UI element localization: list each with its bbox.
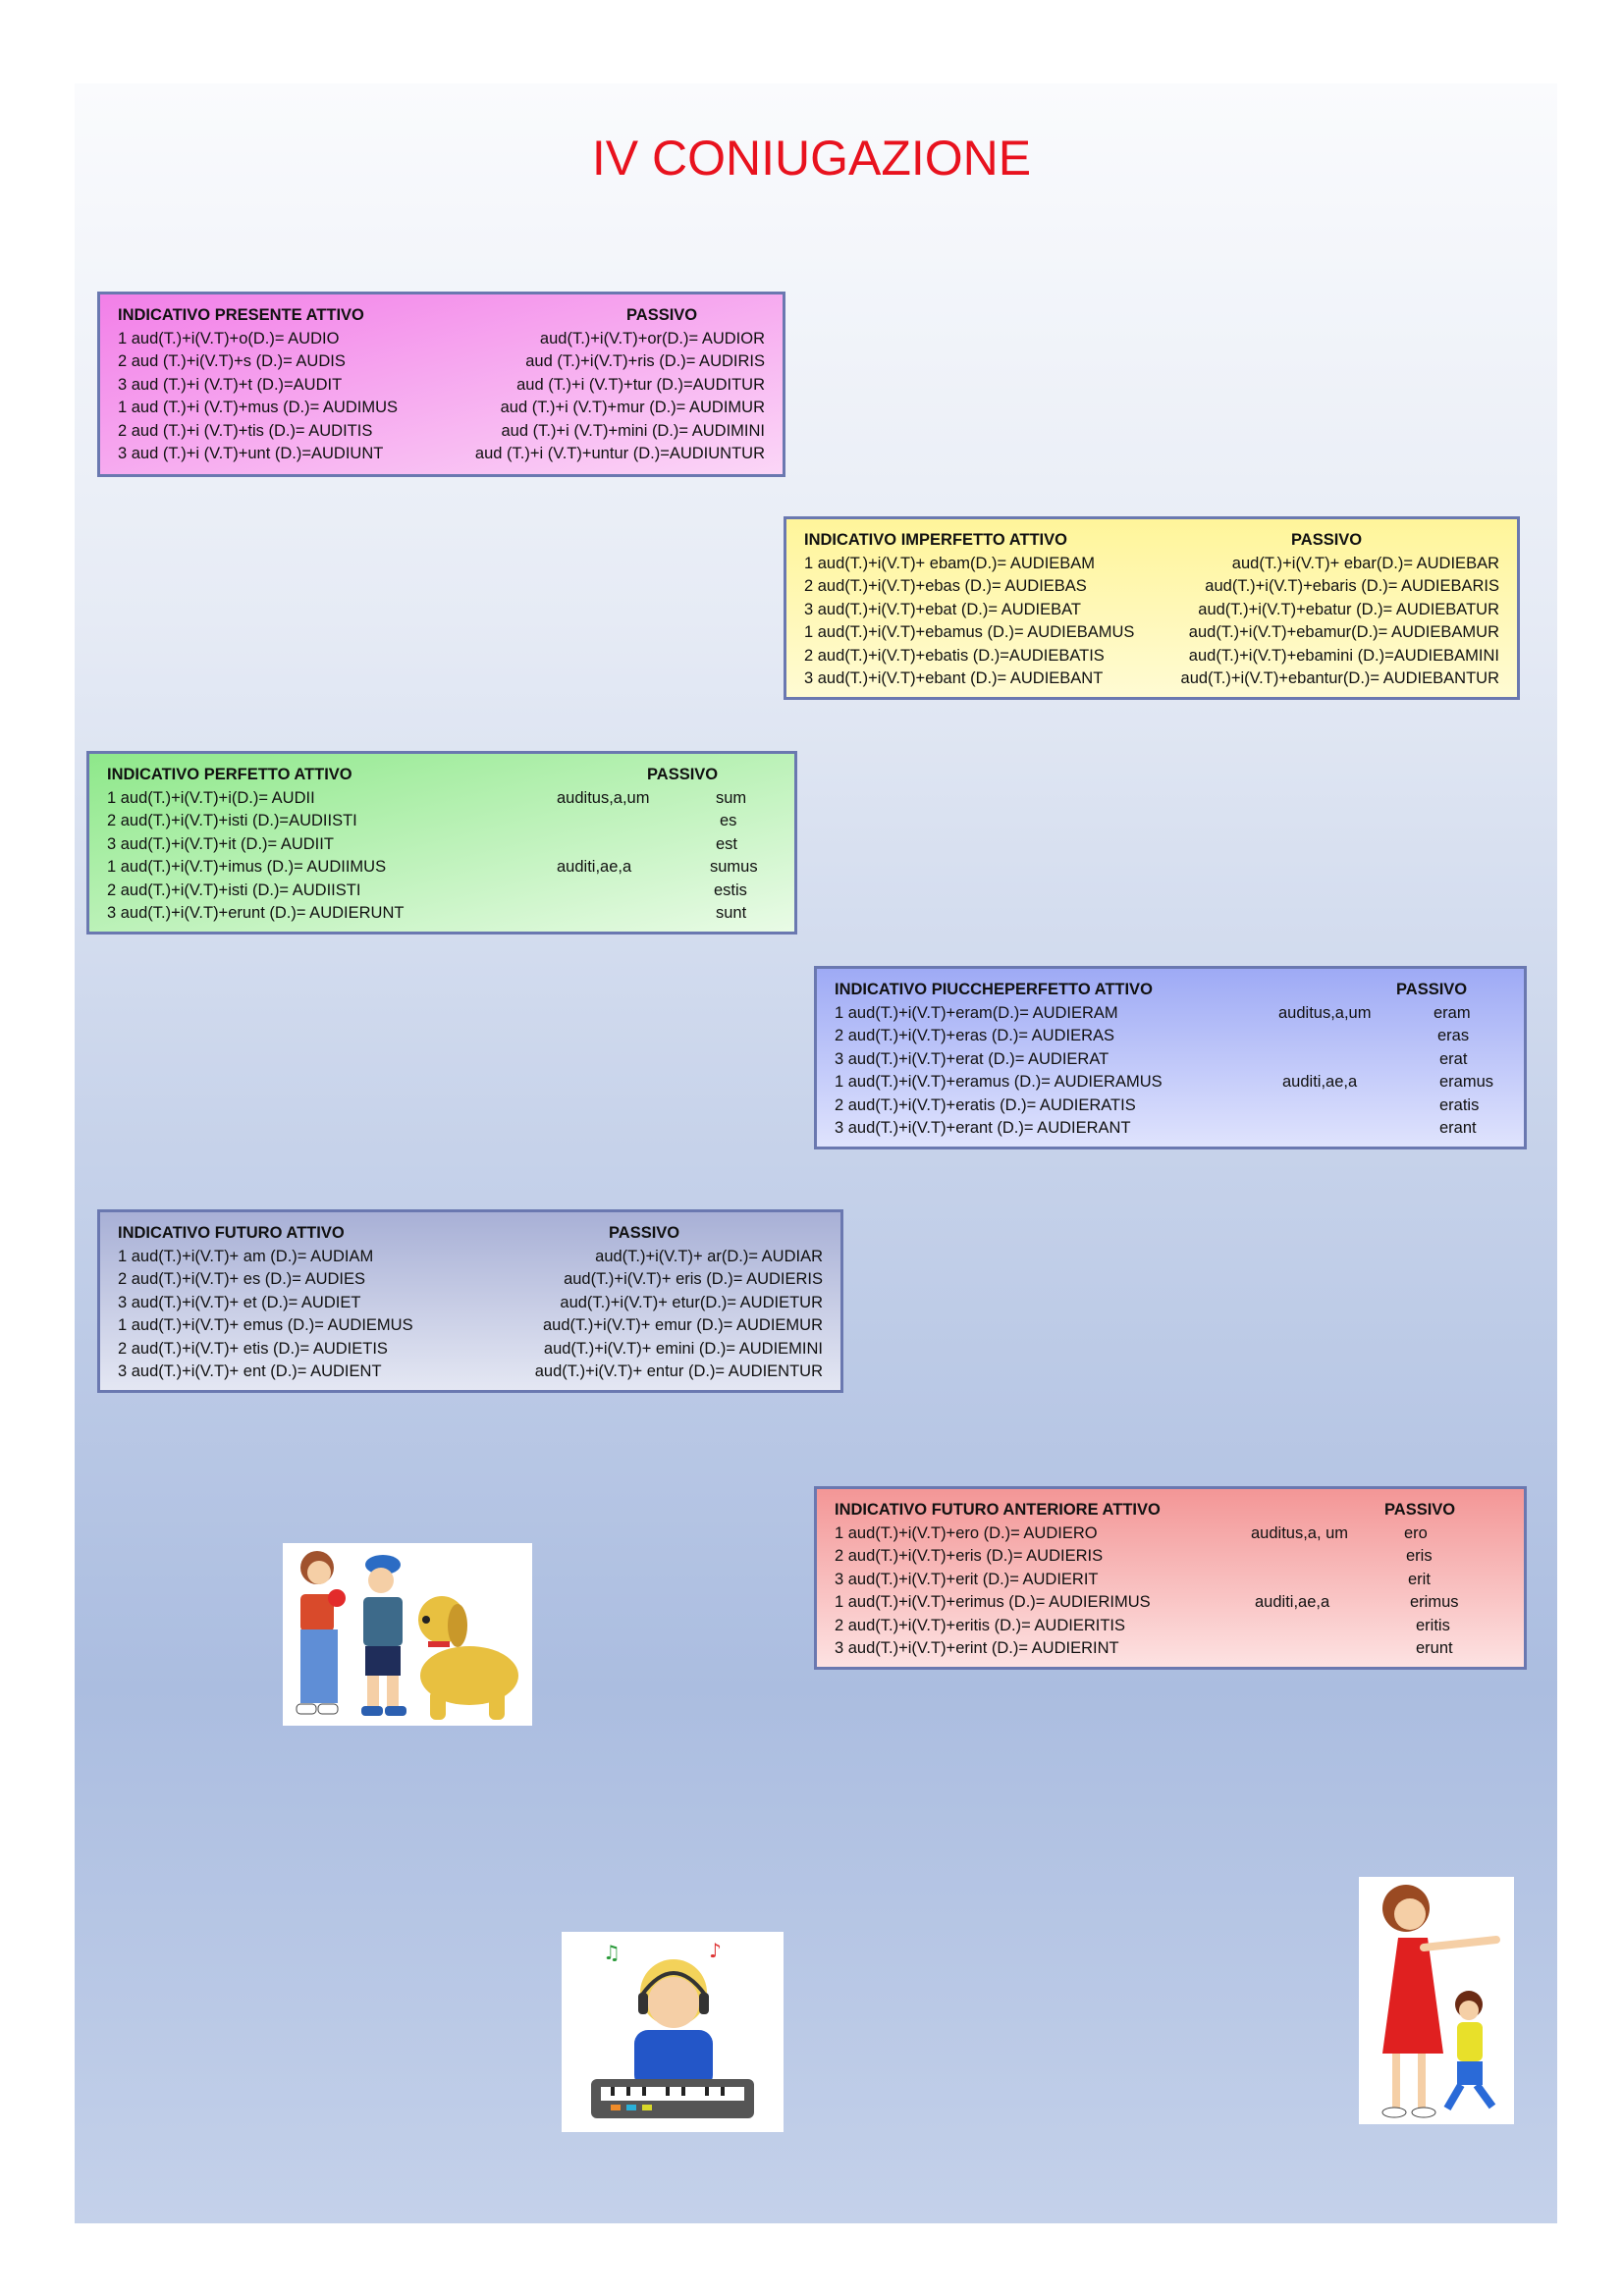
children-dog-clipart — [283, 1543, 532, 1726]
conjugation-row — [835, 1025, 1506, 1048]
boy-keyboard-illustration — [562, 1932, 784, 2132]
active-form: 1 aud(T.)+i(V.T)+erimus (D.)= AUDIERIMUS — [835, 1593, 1151, 1611]
active-form: 2 aud(T.)+i(V.T)+ebas (D.)= AUDIEBAS — [804, 577, 1087, 595]
conjugation-row — [804, 553, 1499, 576]
header-active-label: INDICATIVO FUTURO ATTIVO — [118, 1224, 345, 1242]
conjugation-row — [118, 328, 765, 351]
perfetto-box — [86, 751, 797, 934]
active-form: 3 aud(T.)+i(V.T)+erint (D.)= AUDIERINT — [835, 1639, 1119, 1657]
conjugation-row — [107, 856, 777, 880]
active-form: 2 aud (T.)+i (V.T)+tis (D.)= AUDITIS — [118, 421, 373, 440]
passive-form: aud (T.)+i(V.T)+ris (D.)= AUDIRIS — [525, 352, 765, 370]
active-form: 1 aud(T.)+i(V.T)+ ebam(D.)= AUDIEBAM — [804, 554, 1096, 572]
header-passive-label: PASSIVO — [1396, 981, 1468, 998]
auxiliary-verb: sum — [716, 788, 747, 807]
conjugation-row — [804, 645, 1499, 668]
header-passive-label: PASSIVO — [626, 306, 698, 324]
auxiliary-verb: eratis — [1439, 1095, 1480, 1114]
header-passive-label: PASSIVO — [1384, 1501, 1456, 1519]
conjugation-row — [118, 374, 765, 398]
passive-form: aud(T.)+i(V.T)+ebantur(D.)= AUDIEBANTUR — [1180, 669, 1499, 687]
conjugation-row — [835, 1002, 1506, 1026]
header-active-label: INDICATIVO PRESENTE ATTIVO — [118, 306, 364, 324]
imperfetto-box — [784, 516, 1520, 700]
active-form: 3 aud(T.)+i(V.T)+it (D.)= AUDIIT — [107, 834, 334, 853]
auxiliary-verb: erant — [1439, 1119, 1477, 1137]
passive-form: aud(T.)+i(V.T)+ ar(D.)= AUDIAR — [595, 1247, 823, 1265]
participle: auditi,ae,a — [557, 858, 632, 876]
conjugation-row — [804, 599, 1499, 622]
passive-form: aud(T.)+i(V.T)+ entur (D.)= AUDIENTUR — [534, 1362, 823, 1380]
conjugation-row — [118, 1338, 823, 1362]
woman-child-illustration — [1359, 1877, 1514, 2124]
auxiliary-verb: es — [720, 812, 737, 829]
conjugation-row — [804, 575, 1499, 599]
auxiliary-verb: eram — [1434, 1003, 1471, 1022]
conjugation-row — [107, 810, 777, 833]
active-form: 3 aud(T.)+i(V.T)+ ent (D.)= AUDIENT — [118, 1362, 382, 1380]
conjugation-row — [835, 1071, 1506, 1095]
active-form: 3 aud(T.)+i(V.T)+ebat (D.)= AUDIEBAT — [804, 600, 1081, 618]
active-form: 2 aud(T.)+i(V.T)+eratis (D.)= AUDIERATIS — [835, 1095, 1136, 1114]
participle: auditus,a,um — [1278, 1003, 1372, 1022]
conjugation-row — [804, 667, 1499, 691]
svg-text:♫: ♫ — [603, 1941, 621, 1964]
active-form: 3 aud(T.)+i(V.T)+erat (D.)= AUDIERAT — [835, 1049, 1109, 1068]
active-form: 1 aud(T.)+i(V.T)+ emus (D.)= AUDIEMUS — [118, 1316, 413, 1334]
presente-box — [97, 292, 785, 477]
active-form: 1 aud(T.)+i(V.T)+i(D.)= AUDII — [107, 788, 315, 807]
children-dog-illustration — [283, 1543, 532, 1726]
active-form: 2 aud(T.)+i(V.T)+isti (D.)=AUDIISTI — [107, 812, 357, 829]
header-active-label: INDICATIVO PERFETTO ATTIVO — [107, 766, 352, 783]
passive-form: aud (T.)+i (V.T)+mur (D.)= AUDIMUR — [500, 399, 765, 416]
auxiliary-verb: ero — [1404, 1523, 1428, 1542]
auxiliary-verb: eras — [1437, 1027, 1470, 1044]
conjugation-row — [118, 1314, 823, 1338]
passive-form: aud(T.)+i(V.T)+ eris (D.)= AUDIERIS — [564, 1270, 823, 1288]
active-form: 1 aud(T.)+i(V.T)+ero (D.)= AUDIERO — [835, 1523, 1098, 1542]
auxiliary-verb: erimus — [1410, 1593, 1459, 1611]
box-header — [835, 979, 1506, 1002]
piuccheperfetto-box — [814, 966, 1527, 1149]
header-active-label: INDICATIVO IMPERFETTO ATTIVO — [804, 531, 1067, 549]
active-form: 2 aud(T.)+i(V.T)+eritis (D.)= AUDIERITIS — [835, 1616, 1126, 1634]
active-form: 3 aud(T.)+i(V.T)+ebant (D.)= AUDIEBANT — [804, 669, 1104, 687]
futuro-anteriore-box — [814, 1486, 1527, 1670]
auxiliary-verb: erat — [1439, 1049, 1468, 1068]
active-form: 3 aud (T.)+i (V.T)+t (D.)=AUDIT — [118, 375, 343, 394]
auxiliary-verb: sunt — [716, 904, 747, 922]
passive-form: aud(T.)+i(V.T)+ebatur (D.)= AUDIEBATUR — [1198, 600, 1499, 618]
conjugation-row — [107, 902, 777, 926]
participle: auditus,a,um — [557, 788, 650, 807]
conjugation-row — [835, 1569, 1506, 1592]
header-active-label: INDICATIVO FUTURO ANTERIORE ATTIVO — [835, 1501, 1161, 1519]
page-title: IV CONIUGAZIONE — [591, 131, 1032, 186]
conjugation-row — [835, 1545, 1506, 1569]
auxiliary-verb: erunt — [1416, 1639, 1453, 1657]
conjugation-row — [118, 420, 765, 444]
active-form: 3 aud(T.)+i(V.T)+erit (D.)= AUDIERIT — [835, 1570, 1099, 1588]
passive-form: aud(T.)+i(V.T)+ ebar(D.)= AUDIEBAR — [1231, 554, 1499, 572]
active-form: 1 aud(T.)+i(V.T)+eramus (D.)= AUDIERAMUS — [835, 1073, 1163, 1091]
conjugation-row — [835, 1048, 1506, 1072]
active-form: 1 aud(T.)+i(V.T)+ am (D.)= AUDIAM — [118, 1247, 374, 1265]
box-header — [835, 1499, 1506, 1522]
svg-text:♪: ♪ — [709, 1939, 722, 1962]
passive-form: aud(T.)+i(V.T)+ emur (D.)= AUDIEMUR — [543, 1316, 823, 1334]
conjugation-row — [118, 1268, 823, 1292]
conjugation-row — [118, 443, 765, 466]
box-header — [118, 304, 765, 328]
active-form: 2 aud(T.)+i(V.T)+isti (D.)= AUDIISTI — [107, 881, 361, 899]
auxiliary-verb: estis — [714, 881, 747, 899]
participle: auditus,a, um — [1251, 1523, 1349, 1542]
header-passive-label: PASSIVO — [1291, 531, 1363, 549]
active-form: 3 aud(T.)+i(V.T)+ et (D.)= AUDIET — [118, 1293, 361, 1311]
active-form: 2 aud(T.)+i(V.T)+eras (D.)= AUDIERAS — [835, 1027, 1115, 1044]
conjugation-row — [118, 1246, 823, 1269]
active-form: 2 aud(T.)+i(V.T)+ebatis (D.)=AUDIEBATIS — [804, 646, 1105, 665]
passive-form: aud(T.)+i(V.T)+ebamur(D.)= AUDIEBAMUR — [1188, 623, 1499, 641]
auxiliary-verb: eris — [1406, 1547, 1433, 1565]
header-active-label: INDICATIVO PIUCCHEPERFETTO ATTIVO — [835, 981, 1153, 998]
active-form: 2 aud(T.)+i(V.T)+eris (D.)= AUDIERIS — [835, 1547, 1104, 1565]
conjugation-row — [118, 397, 765, 420]
conjugation-row — [835, 1591, 1506, 1615]
auxiliary-verb: erit — [1408, 1570, 1431, 1588]
auxiliary-verb: eritis — [1416, 1616, 1450, 1634]
conjugation-row — [118, 350, 765, 374]
passive-form: aud (T.)+i (V.T)+untur (D.)=AUDIUNTUR — [474, 445, 765, 462]
active-form: 3 aud(T.)+i(V.T)+erant (D.)= AUDIERANT — [835, 1119, 1131, 1137]
active-form: 1 aud(T.)+i(V.T)+imus (D.)= AUDIIMUS — [107, 858, 387, 876]
header-passive-label: PASSIVO — [609, 1224, 680, 1242]
active-form: 1 aud(T.)+i(V.T)+eram(D.)= AUDIERAM — [835, 1003, 1118, 1022]
passive-form: aud(T.)+i(V.T)+ebaris (D.)= AUDIEBARIS — [1205, 577, 1499, 595]
conjugation-row — [118, 1292, 823, 1315]
woman-child-clipart — [1359, 1877, 1514, 2124]
boy-keyboard-clipart — [562, 1932, 784, 2132]
passive-form: aud (T.)+i (V.T)+mini (D.)= AUDIMINI — [501, 421, 765, 440]
conjugation-row — [835, 1615, 1506, 1638]
passive-form: aud(T.)+i(V.T)+ emini (D.)= AUDIEMINI — [543, 1339, 823, 1358]
header-passive-label: PASSIVO — [647, 766, 719, 783]
active-form: 1 aud(T.)+i(V.T)+o(D.)= AUDIO — [118, 329, 340, 347]
active-form: 1 aud (T.)+i (V.T)+mus (D.)= AUDIMUS — [118, 399, 399, 416]
futuro-box — [97, 1209, 843, 1393]
participle: auditi,ae,a — [1255, 1593, 1330, 1611]
conjugation-row — [118, 1361, 823, 1384]
active-form: 2 aud(T.)+i(V.T)+ es (D.)= AUDIES — [118, 1270, 366, 1288]
passive-form: aud(T.)+i(V.T)+ebamini (D.)=AUDIEBAMINI — [1188, 646, 1499, 665]
conjugation-row — [107, 787, 777, 811]
active-form: 1 aud(T.)+i(V.T)+ebamus (D.)= AUDIEBAMUS — [804, 623, 1135, 641]
conjugation-row — [835, 1095, 1506, 1118]
active-form: 3 aud(T.)+i(V.T)+erunt (D.)= AUDIERUNT — [107, 904, 405, 922]
passive-form: aud(T.)+i(V.T)+ etur(D.)= AUDIETUR — [560, 1293, 823, 1311]
active-form: 2 aud(T.)+i(V.T)+ etis (D.)= AUDIETIS — [118, 1339, 388, 1358]
passive-form: aud (T.)+i (V.T)+tur (D.)=AUDITUR — [516, 375, 765, 394]
active-form: 2 aud (T.)+i(V.T)+s (D.)= AUDIS — [118, 352, 346, 370]
conjugation-row — [107, 833, 777, 857]
auxiliary-verb: sumus — [710, 858, 758, 876]
participle: auditi,ae,a — [1282, 1073, 1358, 1091]
conjugation-row — [835, 1117, 1506, 1141]
box-header — [804, 529, 1499, 553]
auxiliary-verb: est — [716, 834, 738, 853]
conjugation-row — [835, 1637, 1506, 1661]
auxiliary-verb: eramus — [1439, 1073, 1494, 1091]
box-header — [118, 1222, 823, 1246]
box-header — [107, 764, 777, 787]
conjugation-row — [107, 880, 777, 903]
conjugation-row — [804, 621, 1499, 645]
passive-form: aud(T.)+i(V.T)+or(D.)= AUDIOR — [539, 329, 765, 347]
conjugation-row — [835, 1522, 1506, 1546]
active-form: 3 aud (T.)+i (V.T)+unt (D.)=AUDIUNT — [118, 445, 384, 462]
